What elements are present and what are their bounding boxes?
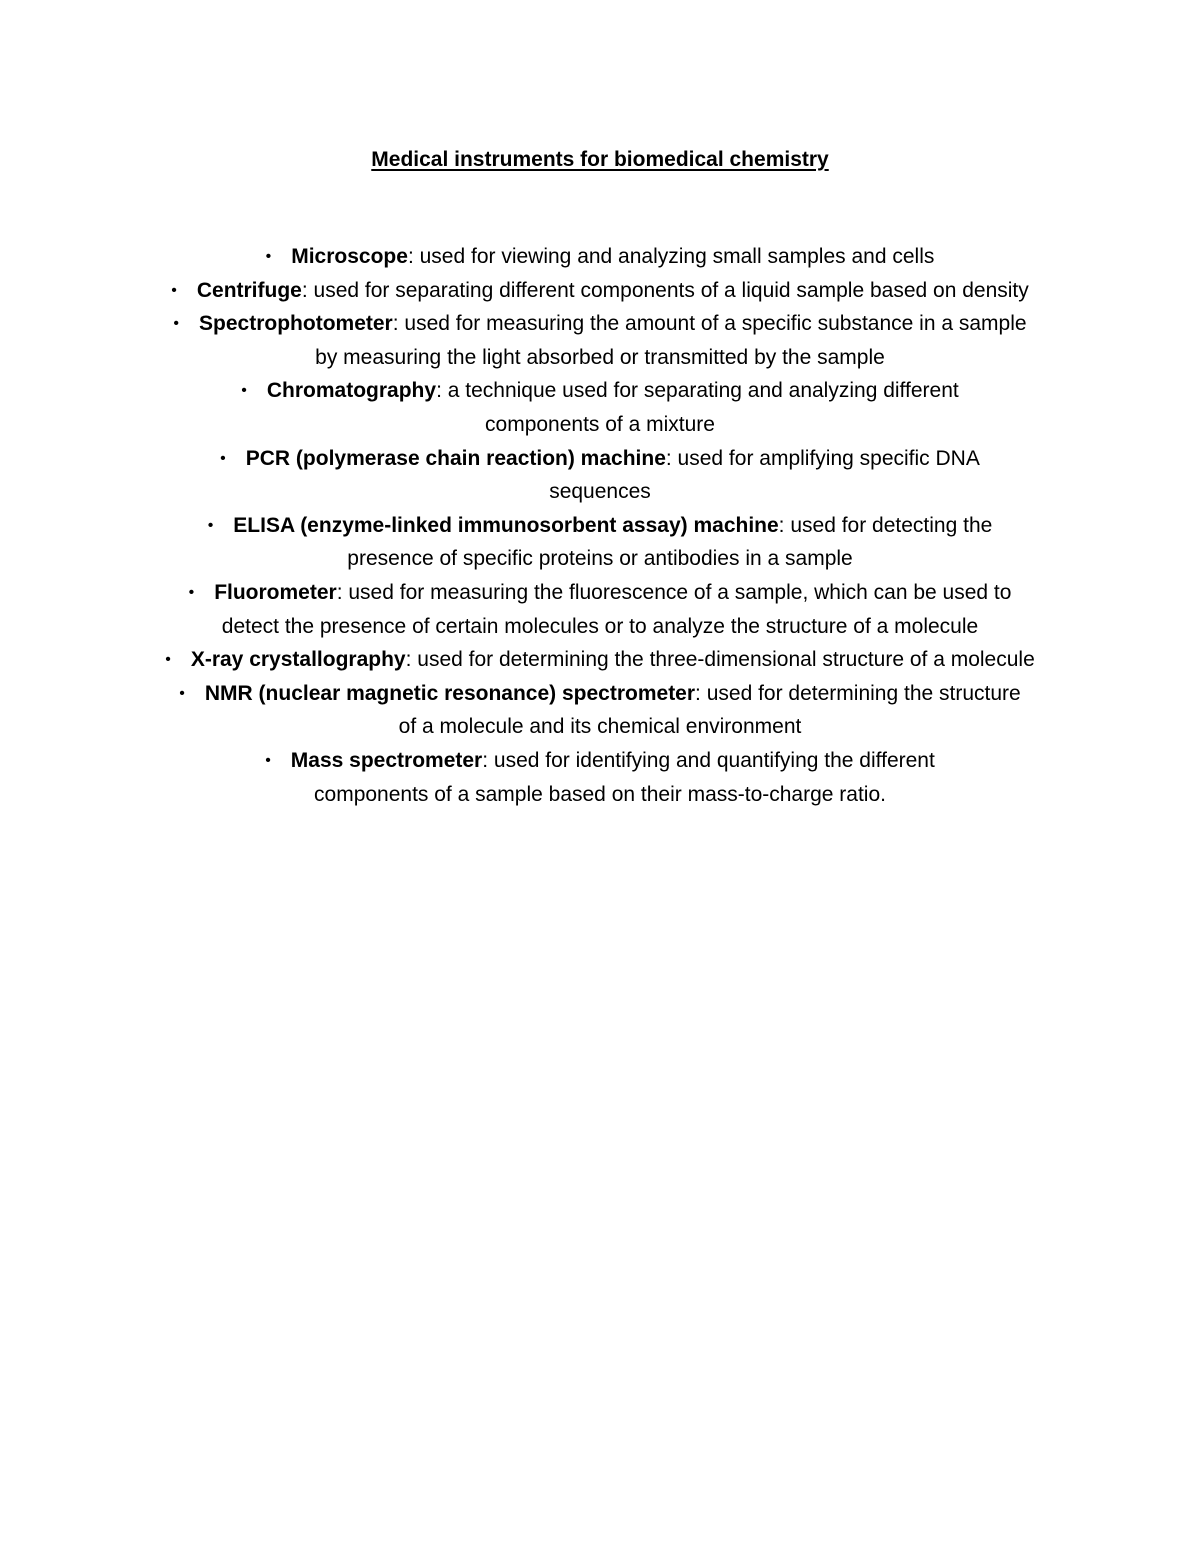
bullet-icon: • <box>265 248 272 265</box>
item-term: NMR (nuclear magnetic resonance) spectrometer <box>204 681 696 705</box>
item-description: : used for measuring the amount of a specific substance in a sample by measuring the light absorbed or transmitted by the sample <box>315 312 1027 369</box>
item-term: PCR (polymerase chain reaction) machine <box>245 446 666 470</box>
item-term: Mass spectrometer <box>290 748 483 772</box>
item-term: ELISA (enzyme-linked immunosorbent assay) machine <box>233 513 779 537</box>
item-term: Fluorometer <box>214 580 337 604</box>
list-item <box>220 744 980 811</box>
bullet-icon: • <box>241 382 247 400</box>
instrument-list <box>0 240 1200 811</box>
item-term: Centrifuge <box>196 278 302 302</box>
list-item <box>160 643 1040 677</box>
item-description: : used for separating different components of a liquid sample based on density <box>301 278 1029 302</box>
bullet-icon: • <box>171 281 177 299</box>
bullet-icon: • <box>220 449 226 467</box>
item-description: : used for measuring the fluorescence of a sample, which can be used to detect the presence of certain molecules or to analyze the structure of a molecule <box>221 580 1012 638</box>
item-description: : used for determining the structure of a molecule and its chemical environment <box>398 681 1021 739</box>
bullet-icon: • <box>265 751 271 769</box>
item-description: : used for detecting the presence of specific proteins or antibodies in a sample <box>347 513 993 571</box>
list-item <box>200 442 1000 509</box>
bullet-icon: • <box>188 583 195 601</box>
bullet-icon: • <box>165 651 171 669</box>
item-term: Spectrophotometer <box>199 312 393 336</box>
item-description: : a technique used for separating and analyzing different components of a mixture <box>436 379 959 436</box>
list-item <box>160 307 1040 374</box>
item-description: : used for determining the three-dimensional structure of a molecule <box>405 648 1035 672</box>
item-description: : used for identifying and quantifying the different components of a sample based on their mass-to-charge ratio. <box>314 748 935 806</box>
item-term: X-ray crystallography <box>190 648 406 672</box>
item-term: Chromatography <box>266 379 437 403</box>
bullet-icon: • <box>207 516 214 534</box>
list-item <box>200 374 1000 441</box>
bullet-icon: • <box>173 315 180 333</box>
item-description: : used for viewing and analyzing small samples and cells <box>407 245 935 268</box>
list-item <box>170 509 1030 576</box>
list-item <box>175 677 1025 744</box>
item-term: Microscope <box>291 245 408 268</box>
list-item <box>220 240 980 274</box>
list-item <box>170 576 1030 643</box>
list-item <box>150 274 1050 308</box>
item-description: : used for amplifying specific DNA sequences <box>549 446 980 504</box>
document-title: Medical instruments for biomedical chemistry <box>371 148 829 171</box>
bullet-icon: • <box>179 684 185 702</box>
